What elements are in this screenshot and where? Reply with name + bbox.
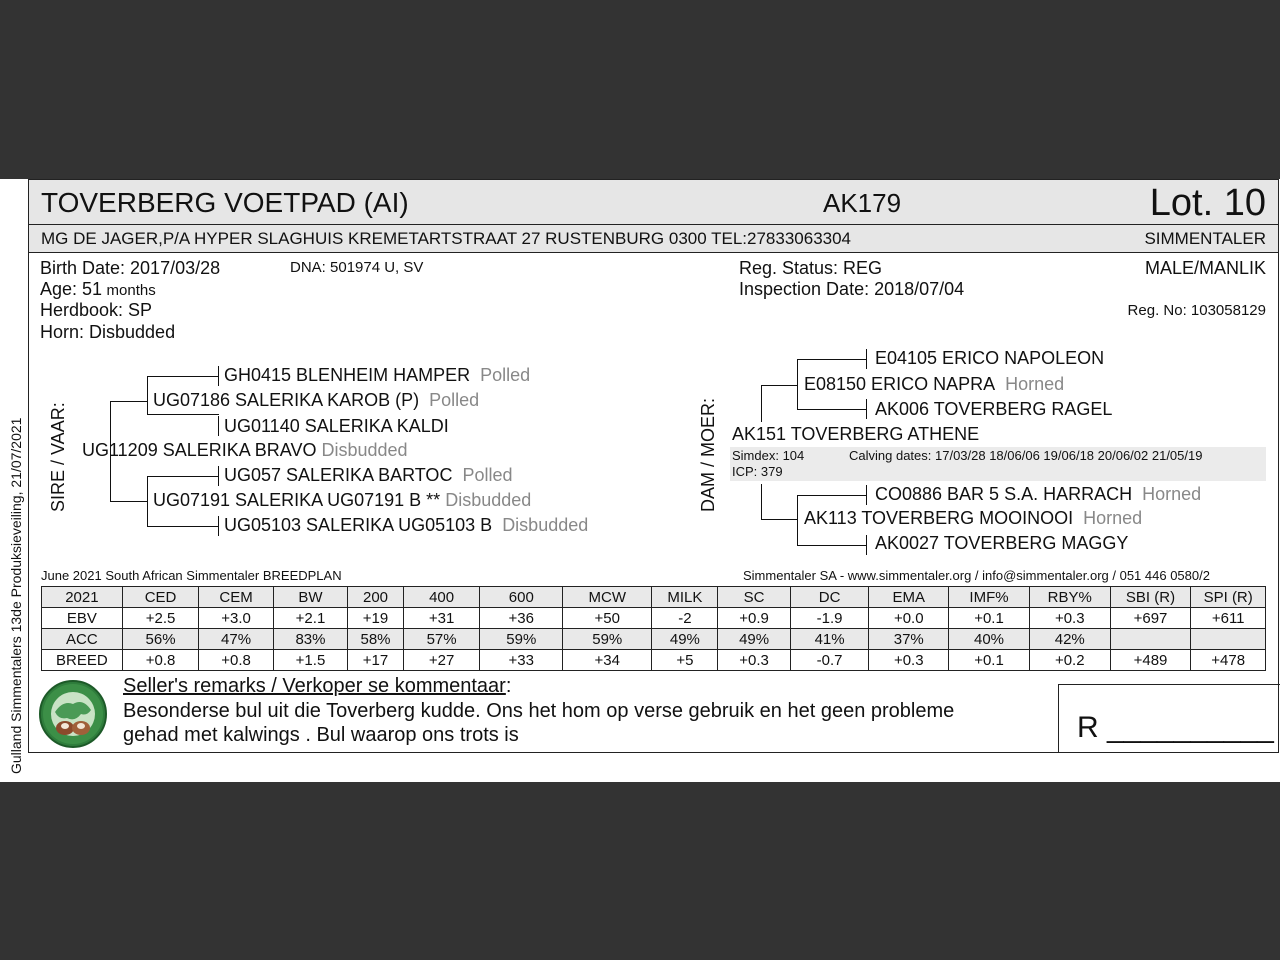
sire-sire (153, 390, 479, 411)
dd-bracket-bottom (797, 545, 867, 546)
ebv-data-cell: +489 (1110, 650, 1191, 671)
sd-status: Disbudded (445, 490, 532, 510)
ebv-header-cell: BW (273, 587, 347, 608)
ebv-data-cell: +27 (403, 650, 480, 671)
logo-graphic (41, 682, 105, 746)
price-field[interactable]: R __________ (1077, 711, 1274, 744)
sdd-status: Disbudded (502, 515, 589, 535)
dam-bracket-upper-top (761, 385, 798, 386)
title-bar (28, 179, 1279, 225)
dds-name: CO0886 BAR 5 S.A. HARRACH (875, 484, 1133, 504)
sire-name (82, 440, 408, 461)
ebv-data-cell: 59% (563, 629, 652, 650)
reg-number: Reg. No: 103058129 (1127, 302, 1266, 319)
sire-label: SIRE / VAAR: (48, 402, 68, 512)
dd-status: Horned (1083, 508, 1143, 528)
remarks-colon: : (505, 675, 512, 697)
ebv-data-cell: -1.9 (790, 608, 869, 629)
ssd-tick (218, 416, 219, 436)
ebv-data-cell (1110, 629, 1191, 650)
ebv-data-row (42, 608, 1266, 629)
ss-status: Polled (429, 390, 480, 410)
dds-tick (866, 485, 867, 505)
ebv-data-cell: +2.1 (273, 608, 347, 629)
ebv-data-cell: +0.0 (869, 608, 949, 629)
ebv-data-cell: +611 (1191, 608, 1266, 629)
ebv-data-cell: +50 (563, 608, 652, 629)
sex-label: MALE/MANLIK (1144, 258, 1266, 278)
inspection-date: Inspection Date: 2018/07/04 (739, 279, 965, 299)
ebv-header-cell: DC (790, 587, 869, 608)
sire-name-text: UG11209 SALERIKA BRAVO (82, 440, 317, 460)
dam-sire (804, 374, 1064, 395)
age-value: Age: 51 (40, 279, 103, 299)
sd-name: UG07191 SALERIKA UG07191 B ** (153, 490, 441, 510)
ebv-data-cell: 83% (273, 629, 347, 650)
sss-status: Polled (480, 365, 531, 385)
calving-dates: Calving dates: 17/03/28 18/06/06 19/06/18 20/06/02 21/05/19 (849, 448, 1203, 463)
remarks-line-2: gehad met kalwings . Bul waarop ons trots is (123, 724, 519, 746)
owner-bar (28, 225, 1279, 253)
icp: ICP: 379 (732, 464, 783, 479)
ddd-tick (866, 535, 867, 555)
age-unit: months (106, 282, 156, 299)
ss-bracket-bottom (147, 414, 219, 415)
ebv-data-cell: +0.8 (199, 650, 273, 671)
sire-sire-dam: UG01140 SALERIKA KALDI (224, 416, 449, 436)
ds-bracket (797, 359, 798, 410)
ebv-header-cell: MCW (563, 587, 652, 608)
remarks-line-1: Besonderse bul uit die Toverberg kudde. Ons het hom op verse gebruik en het geen probleme (123, 700, 955, 722)
ebv-data-cell: +19 (348, 608, 404, 629)
ebv-data-cell: +31 (403, 608, 480, 629)
ebv-data-cell: BREED (42, 650, 123, 671)
ds-bracket-bottom (797, 409, 867, 410)
sds-name: UG057 SALERIKA BARTOC (224, 465, 453, 485)
simdex: Simdex: 104 (732, 448, 805, 463)
price-box (1058, 684, 1280, 752)
ebv-header-cell: SPI (R) (1191, 587, 1266, 608)
lot-number: Lot. 10 (1149, 182, 1266, 224)
age (40, 279, 156, 300)
ebv-data-cell: +0.3 (869, 650, 949, 671)
horn-status: Horn: Disbudded (40, 322, 176, 342)
sds-tick (218, 466, 219, 486)
dam-bracket-lower-bottom (761, 519, 798, 520)
sdd-name: UG05103 SALERIKA UG05103 B (224, 515, 493, 535)
ebv-header-cell: RBY% (1029, 587, 1110, 608)
dam-dam (804, 508, 1142, 529)
dam-label: DAM / MOER: (698, 397, 718, 512)
sd-bracket-bottom (147, 526, 219, 527)
dd-bracket (797, 495, 798, 545)
ebv-header-row (42, 587, 1266, 608)
ebv-data-cell: 40% (949, 629, 1030, 650)
animal-name: TOVERBERG VOETPAD (AI) (41, 187, 409, 218)
ds-name: E08150 ERICO NAPRA (804, 374, 996, 394)
auction-side-label: Gulland Simmentalers 13de Produksieveiling, 21/07/2021 (8, 417, 24, 774)
dds-status: Horned (1142, 484, 1202, 504)
breed-label: SIMMENTALER (1144, 229, 1266, 248)
owner-text: MG DE JAGER,P/A HYPER SLAGHUIS KREMETARTSTRAAT 27 RUSTENBURG 0300 TEL:27833063304 (41, 229, 852, 248)
animal-code: AK179 (823, 188, 902, 218)
lot-card (0, 179, 1280, 782)
ebv-header-cell: CEM (199, 587, 273, 608)
dam-name: AK151 TOVERBERG ATHENE (732, 424, 980, 444)
ebv-data-cell: EBV (42, 608, 123, 629)
ebv-header-cell: SC (718, 587, 790, 608)
ebv-header-cell: 200 (348, 587, 404, 608)
ebv-data-cell: +3.0 (199, 608, 273, 629)
ds-status: Horned (1005, 374, 1065, 394)
reg-status: Reg. Status: REG (739, 258, 883, 278)
ebv-data-cell: +34 (563, 650, 652, 671)
sdd-tick (218, 516, 219, 536)
dd-name: AK113 TOVERBERG MOOINOOI (804, 508, 1074, 528)
ss-name: UG07186 SALERIKA KAROB (P) (153, 390, 420, 410)
sire-status: Disbudded (321, 440, 408, 460)
ebv-data-cell: +2.5 (122, 608, 199, 629)
ebv-data-cell: 42% (1029, 629, 1110, 650)
ebv-data-cell: +5 (652, 650, 718, 671)
ebv-data-cell: +0.9 (718, 608, 790, 629)
dsd-tick (866, 399, 867, 419)
ebv-data-cell: 37% (869, 629, 949, 650)
birth-date: Birth Date: 2017/03/28 (40, 258, 221, 278)
simmentaler-logo-icon (39, 680, 107, 748)
ebv-data-cell: 49% (652, 629, 718, 650)
dam-sire-sire: E04105 ERICO NAPOLEON (875, 348, 1105, 368)
ebv-header-cell: SBI (R) (1110, 587, 1191, 608)
ebv-data-row (42, 629, 1266, 650)
dam-dam-dam: AK0027 TOVERBERG MAGGY (875, 533, 1129, 553)
sire-sire-sire (224, 365, 530, 386)
dam-bracket-lower (761, 484, 762, 519)
ebv-table (41, 586, 1266, 671)
ss-bracket-top (147, 376, 219, 377)
ebv-data-cell: 41% (790, 629, 869, 650)
ebv-data-cell: +0.1 (949, 650, 1030, 671)
ebv-data-cell: +0.8 (122, 650, 199, 671)
ebv-data-cell: ACC (42, 629, 123, 650)
breedplan-source: June 2021 South African Simmentaler BREEDPLAN (41, 568, 342, 583)
ebv-data-cell: -0.7 (790, 650, 869, 671)
sire-dam (153, 490, 531, 511)
ss-bracket (147, 376, 148, 414)
dam-dam-sire (875, 484, 1201, 505)
dss-tick (866, 349, 867, 369)
ebv-data-cell: 47% (199, 629, 273, 650)
ebv-header-cell: IMF% (949, 587, 1030, 608)
ebv-data-cell: +0.3 (718, 650, 790, 671)
sd-bracket (147, 476, 148, 526)
ebv-table-body (42, 587, 1266, 671)
dd-bracket-top (797, 495, 867, 496)
remarks-heading (123, 675, 511, 698)
dam-info-band (730, 447, 1266, 481)
ebv-data-cell: +36 (480, 608, 563, 629)
sss-tick (218, 366, 219, 386)
ebv-data-cell: 56% (122, 629, 199, 650)
sd-bracket-top (147, 476, 219, 477)
ds-bracket-top (797, 359, 867, 360)
sire-bracket-bottom (110, 501, 147, 502)
remarks-heading-text: Seller's remarks / Verkoper se kommentaar (123, 675, 506, 697)
ebv-data-cell: +1.5 (273, 650, 347, 671)
ebv-data-cell: +0.2 (1029, 650, 1110, 671)
sss-name: GH0415 BLENHEIM HAMPER (224, 365, 471, 385)
ebv-data-cell: +0.1 (949, 608, 1030, 629)
ebv-data-cell: -2 (652, 608, 718, 629)
ebv-header-cell: 2021 (42, 587, 123, 608)
ebv-data-cell: +697 (1110, 608, 1191, 629)
ebv-data-row (42, 650, 1266, 671)
sire-bracket-top (110, 401, 147, 402)
dam-sire-dam: AK006 TOVERBERG RAGEL (875, 399, 1113, 419)
ebv-header-cell: MILK (652, 587, 718, 608)
ebv-header-cell: CED (122, 587, 199, 608)
ebv-data-cell: 58% (348, 629, 404, 650)
ebv-data-cell: 49% (718, 629, 790, 650)
ebv-header-cell: 400 (403, 587, 480, 608)
ebv-data-cell: 59% (480, 629, 563, 650)
ebv-data-cell: 57% (403, 629, 480, 650)
herdbook: Herdbook: SP (40, 300, 153, 320)
ebv-data-cell (1191, 629, 1266, 650)
breedplan-contact: Simmentaler SA - www.simmentaler.org / info@simmentaler.org / 051 446 0580/2 (743, 568, 1210, 583)
sire-dam-dam (224, 515, 588, 536)
ebv-data-cell: +0.3 (1029, 608, 1110, 629)
ebv-data-cell: +33 (480, 650, 563, 671)
ebv-data-cell: +478 (1191, 650, 1266, 671)
dna-info: DNA: 501974 U, SV (290, 259, 424, 276)
sire-dam-sire (224, 465, 513, 486)
ebv-header-cell: 600 (480, 587, 563, 608)
ebv-header-cell: EMA (869, 587, 949, 608)
sds-status: Polled (462, 465, 513, 485)
dam-bracket-upper (761, 385, 762, 422)
ebv-data-cell: +17 (348, 650, 404, 671)
